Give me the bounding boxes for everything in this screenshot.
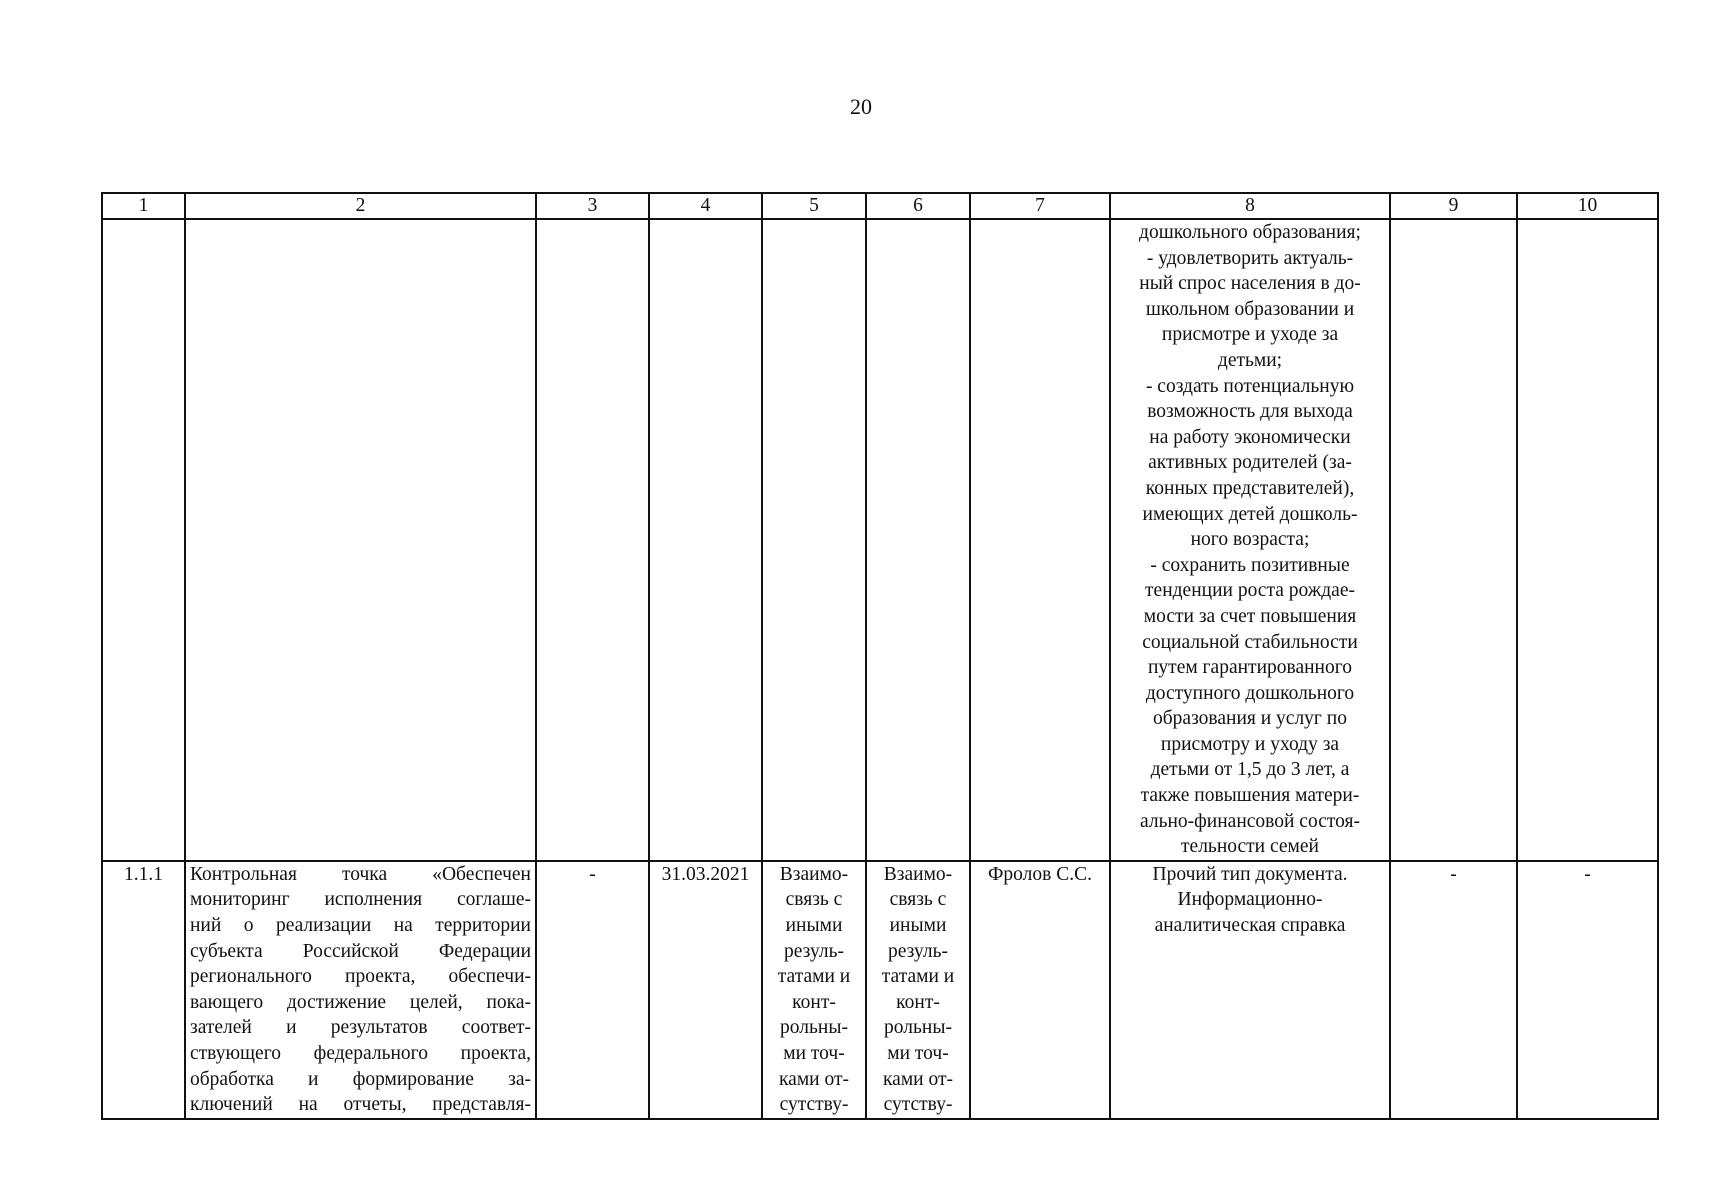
text-line: образования и услуг по	[1153, 708, 1347, 730]
cell-empty	[536, 219, 649, 861]
text-line: регионального проекта, обеспечи-	[190, 966, 531, 988]
cell-empty	[1390, 219, 1517, 861]
text-line: резуль-	[784, 940, 844, 962]
text-line: присмотру и уходу за	[1160, 733, 1340, 755]
text-line: детьми от 1,5 до 3 лет, а	[1150, 759, 1350, 781]
cell-empty	[185, 219, 536, 861]
cell-empty	[762, 219, 866, 861]
text-line: конт-	[896, 991, 940, 1013]
text-line: ми точ-	[887, 1043, 949, 1064]
text-line: ствующего федерального проекта,	[190, 1043, 531, 1064]
column-header-10: 10	[1517, 193, 1658, 219]
text-line: школьном образовании и	[1145, 298, 1355, 320]
text-line: субъекта Российской Федерации	[190, 940, 531, 962]
column-header-3: 3	[536, 193, 649, 219]
cell-empty	[649, 219, 762, 861]
column-header-6: 6	[866, 193, 970, 219]
text-line: Контрольная точка «Обеспечен	[190, 863, 531, 885]
text-line: присмотре и уходе за	[1161, 324, 1339, 346]
successors-cell	[866, 861, 970, 1119]
text-line: - удовлетворить актуаль-	[1146, 247, 1354, 269]
text-line: иными	[785, 915, 843, 937]
cell-empty	[866, 219, 970, 861]
row-number: 1.1.1	[102, 861, 185, 1119]
text-line: резуль-	[888, 940, 948, 962]
text-line: доступного дошкольного	[1145, 682, 1355, 704]
text-line: ключений на отчеты, представля-	[190, 1094, 531, 1116]
text-line: сутству-	[779, 1094, 849, 1116]
column-header-5: 5	[762, 193, 866, 219]
cell-col10-value: -	[1517, 861, 1658, 1119]
text-line: рольны-	[884, 1017, 952, 1039]
responsible-person: Фролов С.С.	[970, 861, 1110, 1119]
text-line: связь с	[785, 889, 843, 911]
text-line: детьми;	[1217, 349, 1283, 371]
text-line: возможность для выхода	[1147, 401, 1353, 423]
text-line: Прочий тип документа.	[1152, 863, 1348, 885]
cell-empty	[1517, 219, 1658, 861]
expected-results-continuation	[1110, 219, 1390, 861]
column-header-1: 1	[102, 193, 185, 219]
text-line: - создать потенциальную	[1145, 375, 1355, 397]
header-row	[102, 193, 1658, 219]
cell-empty	[102, 219, 185, 861]
text-line: также повышения матери-	[1140, 785, 1360, 807]
text-line: - сохранить позитивные	[1150, 554, 1350, 576]
text-line: имеющих детей дошколь-	[1142, 503, 1358, 525]
text-line: тельности семей	[1181, 836, 1319, 858]
text-line: активных родителей (за-	[1148, 452, 1352, 474]
predecessors-cell	[762, 861, 866, 1119]
text-line: аналитическая справка	[1154, 915, 1346, 937]
text-line: Информационно-	[1177, 889, 1323, 911]
table-row	[102, 861, 1658, 1119]
text-line: татами и	[777, 966, 851, 988]
plan-table	[101, 192, 1659, 1120]
cell-col9-value: -	[1390, 861, 1517, 1119]
column-header-4: 4	[649, 193, 762, 219]
control-point-description	[185, 861, 536, 1119]
text-line: конных представителей),	[1145, 477, 1355, 499]
text-line: Взаимо-	[883, 863, 953, 885]
text-line: зателей и результатов соответ-	[190, 1017, 531, 1039]
text-line: ного возраста;	[1190, 529, 1310, 551]
text-line: обработка и формирование за-	[190, 1068, 531, 1090]
text-line: татами и	[881, 966, 955, 988]
text-line: ками от-	[883, 1068, 953, 1090]
text-line: ный спрос населения в до-	[1139, 273, 1361, 295]
text-line: мониторинг исполнения соглаше-	[190, 889, 531, 911]
text-line: на работу экономически	[1149, 426, 1351, 448]
text-line: социальной стабильности	[1142, 631, 1358, 653]
text-line: ально-финансовой состоя-	[1140, 810, 1360, 832]
column-header-7: 7	[970, 193, 1110, 219]
text-line: иными	[889, 915, 947, 937]
text-line: дошкольного образования;	[1139, 222, 1361, 243]
text-line: путем гарантированного	[1147, 657, 1353, 679]
column-header-8: 8	[1110, 193, 1390, 219]
text-line: ний о реализации на территории	[190, 915, 531, 937]
column-header-9: 9	[1390, 193, 1517, 219]
text-line: вающего достижение целей, пока-	[190, 991, 531, 1013]
text-line: ми точ-	[783, 1043, 845, 1064]
text-line: мости за счет повышения	[1143, 605, 1357, 627]
text-line: Взаимо-	[779, 863, 849, 885]
table-row-continuation	[102, 219, 1658, 861]
text-line: сутству-	[883, 1094, 953, 1116]
text-line: ками от-	[779, 1068, 849, 1090]
text-line: рольны-	[780, 1017, 848, 1039]
page-number: 20	[850, 94, 872, 119]
document-type-cell	[1110, 861, 1390, 1119]
column-header-2: 2	[185, 193, 536, 219]
text-line: тенденции роста рождае-	[1145, 580, 1355, 602]
cell-empty	[970, 219, 1110, 861]
cell-col3-value: -	[536, 861, 649, 1119]
text-line: связь с	[889, 889, 947, 911]
deadline-date: 31.03.2021	[649, 861, 762, 1119]
text-line: конт-	[792, 991, 836, 1013]
